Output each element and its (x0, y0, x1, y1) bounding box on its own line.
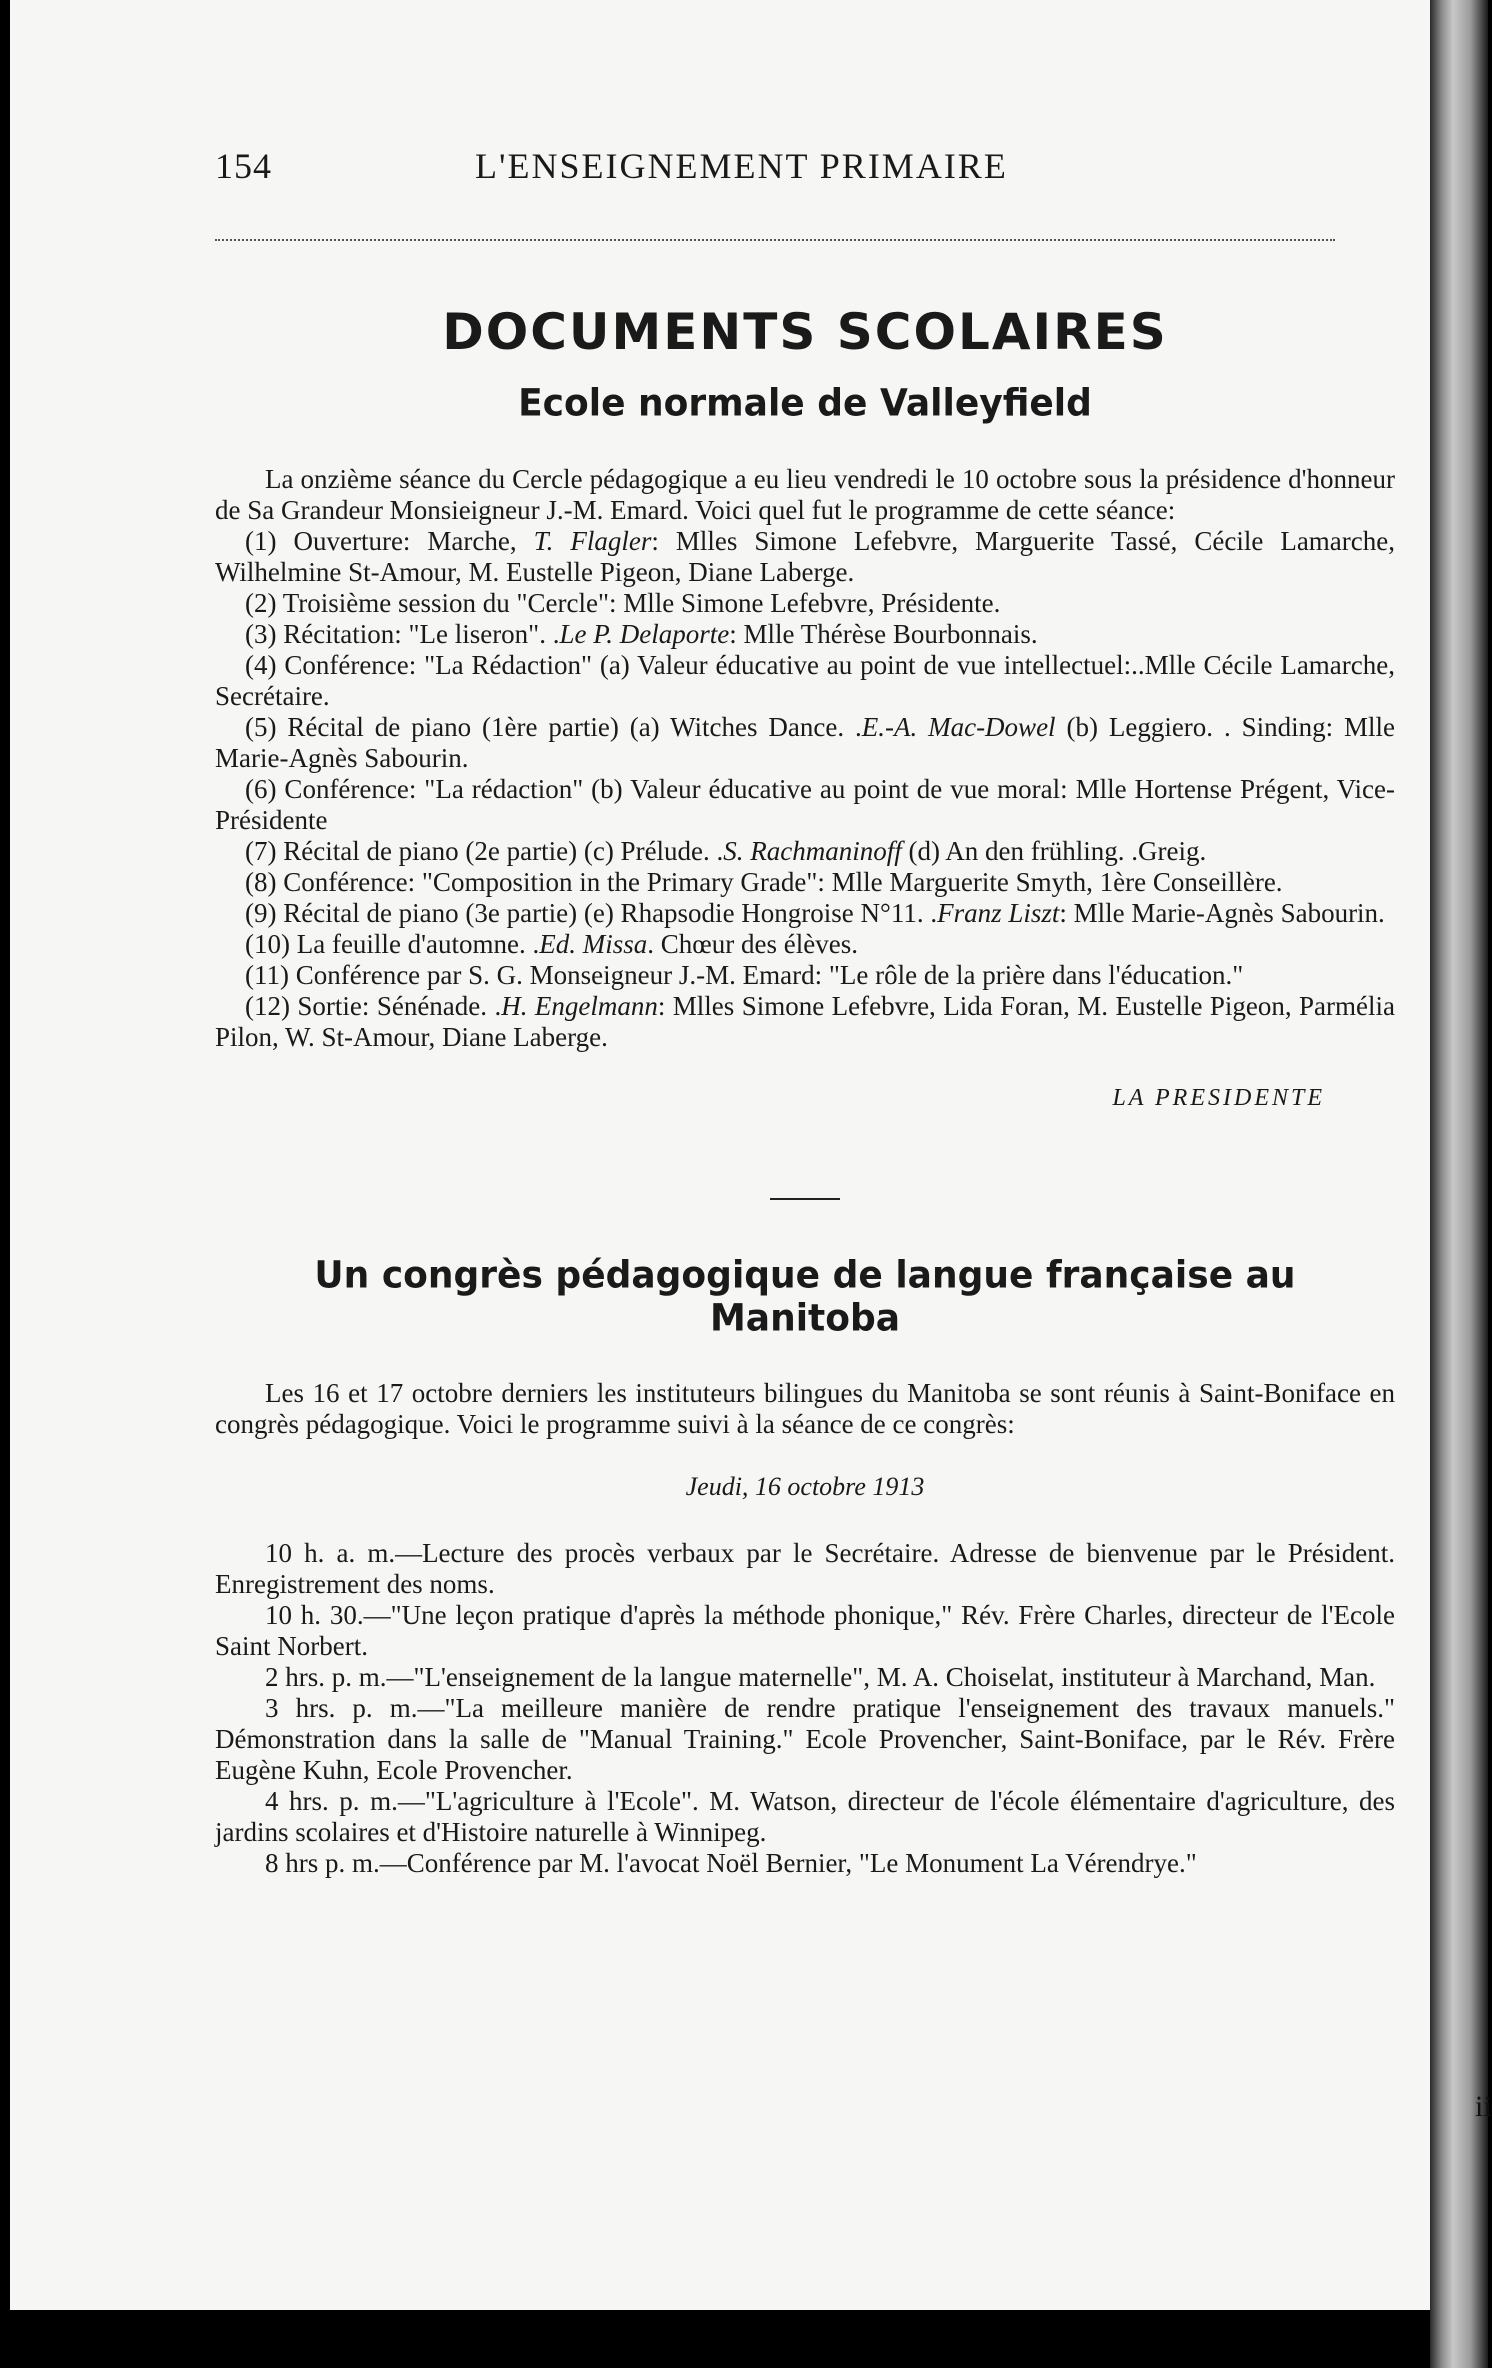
program-date: Jeudi, 16 octobre 1913 (685, 1472, 925, 1501)
program-item: (7) Récital de piano (2e partie) (c) Prélude. .S. Rachmaninoff (d) An den frühling. .Greig. (245, 836, 1207, 866)
page-content (215, 145, 1395, 1879)
journal-title: L'ENSEIGNEMENT PRIMAIRE (475, 146, 1008, 186)
section-divider (770, 1198, 840, 1200)
congress-item: 10 h. 30.—"Une leçon pratique d'après la méthode phonique," Rév. Frère Charles, directeur de l'Ecole Saint Norbert. (215, 1600, 1395, 1661)
program-item: (3) Récitation: "Le liseron". .Le P. Delaporte: Mlle Thérèse Bourbonnais. (245, 619, 1038, 649)
program-item: (10) La feuille d'automne. .Ed. Missa. Chœur des élèves. (245, 929, 858, 959)
congress-item: 2 hrs. p. m.—"L'enseignement de la langue maternelle", M. A. Choiselat, instituteur à Marchand, Man. (265, 1662, 1376, 1692)
program-item: (2) Troisième session du "Cercle": Mlle Simone Lefebvre, Présidente. (245, 588, 1001, 618)
program-item: (6) Conférence: "La rédaction" (b) Valeur éducative au point de vue moral: Mlle Hortense Prégent, Vice-Présidente (215, 774, 1395, 835)
header-rule (215, 239, 1335, 241)
edge-glyph: ii (1475, 2090, 1492, 2123)
section-heading-manitoba: Un congrès pédagogique de langue française au Manitoba (314, 1253, 1296, 1341)
page-number: 154 (215, 146, 272, 186)
program-item: (5) Récital de piano (1ère partie) (a) Witches Dance. .E.-A. Mac-Dowel (b) Leggiero. . Sinding: Mlle Marie-Agnès Sabourin. (215, 712, 1396, 773)
section2-intro: Les 16 et 17 octobre derniers les instituteurs bilingues du Manitoba se sont réunis à Saint-Boniface en congrès pédagogique. Voici le programme suivi à la séance de ce congrès: (215, 1378, 1395, 1439)
section-heading-valleyfield: Ecole normale de Valleyfield (518, 381, 1092, 426)
program-item: (11) Conférence par S. G. Monseigneur J.-M. Emard: "Le rôle de la prière dans l'éducation." (245, 960, 1244, 990)
section1-intro: La onzième séance du Cercle pédagogique a eu lieu vendredi le 10 octobre sous la présidence d'honneur de Sa Grandeur Monsieigneur J.-M. Emard. Voici quel fut le programme de cette séance: (215, 464, 1395, 525)
signature: LA PRESIDENTE (1112, 1085, 1325, 1111)
program-item: (8) Conférence: "Composition in the Primary Grade": Mlle Marguerite Smyth, 1ère Conseillère. (245, 867, 1283, 897)
congress-item: 10 h. a. m.—Lecture des procès verbaux par le Secrétaire. Adresse de bienvenue par le Président. Enregistrement des noms. (215, 1538, 1395, 1599)
program-item: (9) Récital de piano (3e partie) (e) Rhapsodie Hongroise N°11. .Franz Liszt: Mlle Marie-Agnès Sabourin. (245, 898, 1385, 928)
congress-item: 3 hrs. p. m.—"La meilleure manière de rendre pratique l'enseignement des travaux manuels." Démonstration dans la salle de "Manual Training." Ecole Provencher, Saint-Boniface, par le Rév. Frère Eugène Kuhn, Ecole Provencher. (215, 1693, 1395, 1785)
program-item: (12) Sortie: Sénénade. .H. Engelmann: Mlles Simone Lefebvre, Lida Foran, M. Eustelle Pigeon, Parmélia Pilon, W. St-Amour, Diane Laberge. (215, 991, 1395, 1052)
congress-item: 8 hrs p. m.—Conférence par M. l'avocat Noël Bernier, "Le Monument La Vérendrye." (265, 1848, 1197, 1878)
running-head (215, 145, 1395, 195)
book-edge (1430, 0, 1488, 2368)
congress-item: 4 hrs. p. m.—"L'agriculture à l'Ecole". M. Watson, directeur de l'école élémentaire d'agriculture, des jardins scolaires et d'Histoire naturelle à Winnipeg. (215, 1786, 1395, 1847)
program-item: (1) Ouverture: Marche, T. Flagler: Mlles Simone Lefebvre, Marguerite Tassé, Cécile Lamarche, Wilhelmine St-Amour, M. Eustelle Pigeon, Diane Laberge. (215, 526, 1395, 587)
program-item: (4) Conférence: "La Rédaction" (a) Valeur éducative au point de vue intellectuel:..Mlle Cécile Lamarche, Secrétaire. (215, 650, 1395, 711)
program-list (215, 526, 1395, 1053)
document-title: DOCUMENTS SCOLAIRES (442, 303, 1168, 361)
congress-program (215, 1538, 1395, 1879)
